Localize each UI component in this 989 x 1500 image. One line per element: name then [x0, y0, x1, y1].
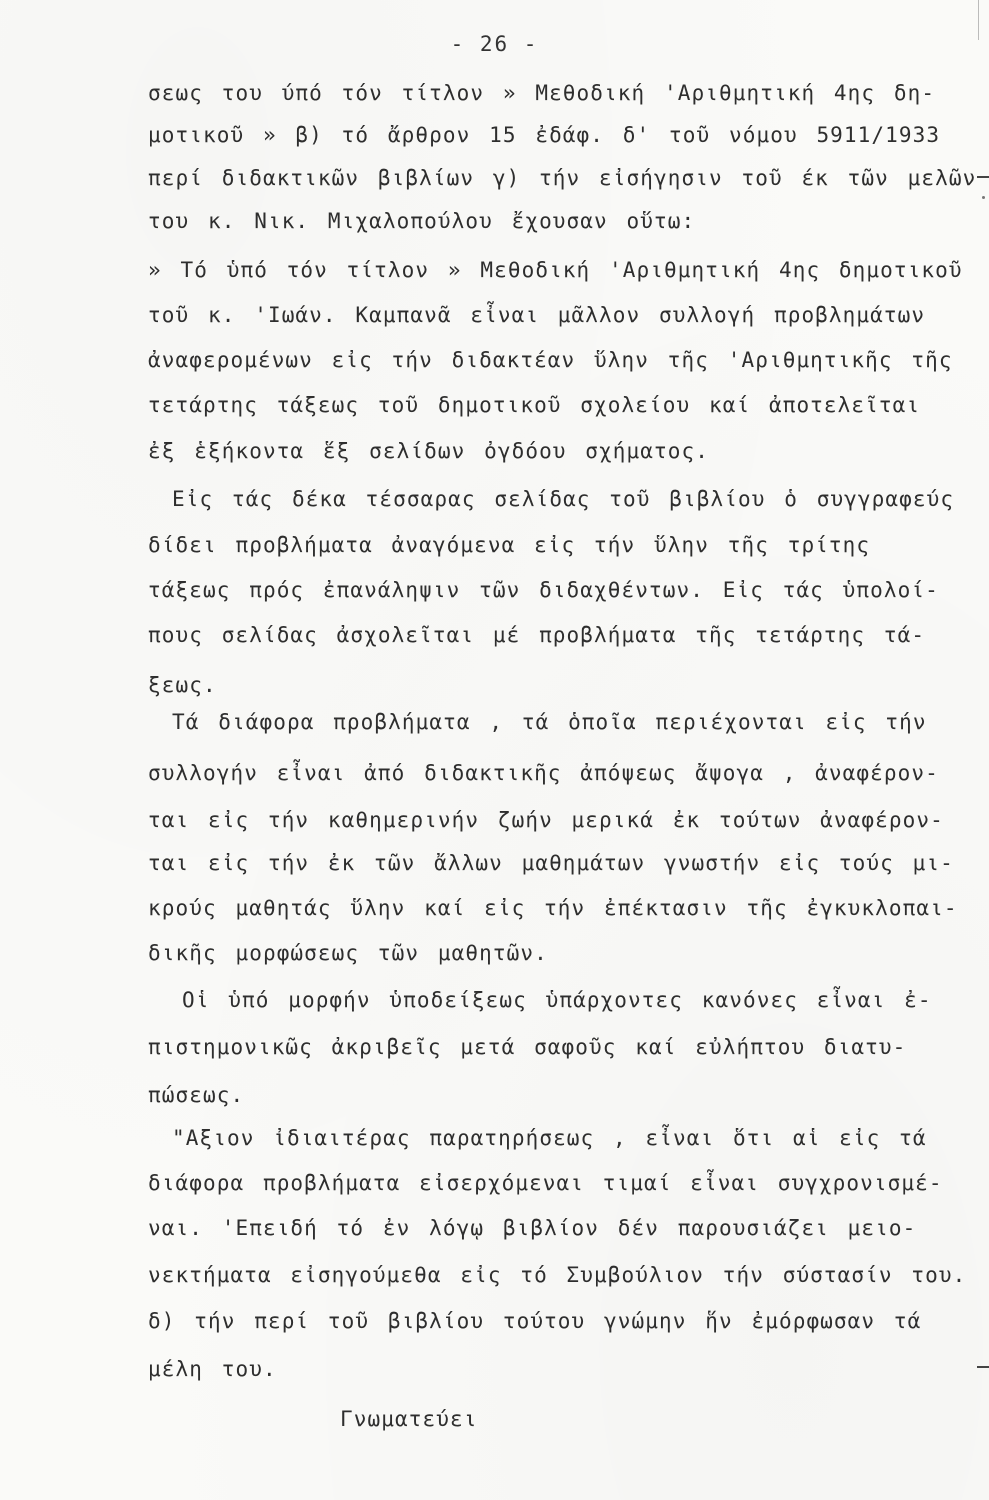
text-line: κρούς μαθητάς ὕλην καί εἰς τήν ἐπέκτασιν τῆς ἐγκυκλοπαι-: [148, 896, 958, 920]
text-line: δίδει προβλήματα ἀναγόμενα εἰς τήν ὕλην τῆς τρίτης: [148, 533, 871, 557]
text-line: συλλογήν εἶναι ἀπό διδακτικῆς ἀπόψεως ἄψογα , ἀναφέρον-: [148, 761, 939, 785]
text-line: τοῦ κ. 'Ιωάν. Καμπανᾶ εἶναι μᾶλλον συλλογή προβλημάτων: [148, 303, 926, 327]
text-line: Εἰς τάς δέκα τέσσαρας σελίδας τοῦ βιβλίου ὁ συγγραφεύς: [172, 487, 955, 511]
text-line: σεως του ύπό τόν τίτλον » Μεθοδική 'Αριθμητική 4ης δη-: [148, 81, 936, 105]
text-line: » Τό ὑπό τόν τίτλον » Μεθοδική 'Αριθμητική 4ης δημοτικοῦ: [148, 258, 963, 282]
text-line: διάφορα προβλήματα εἰσερχόμεναι τιμαί εἶναι συγχρονισμέ-: [148, 1171, 943, 1195]
text-line: του κ. Νικ. Μιχαλοπούλου ἔχουσαν οὕτω:: [148, 209, 696, 233]
text-line: πιστημονικῶς ἀκριβεῖς μετά σαφοῦς καί εὐλήπτου διατυ-: [148, 1035, 907, 1059]
text-line: ναι. 'Επειδή τό ἐν λόγῳ βιβλίον δέν παρουσιάζει μειο-: [148, 1216, 917, 1240]
text-line: μοτικοῦ » β) τό ἄρθρον 15 ἐδάφ. δ' τοῦ νόμου 5911/1933: [148, 123, 941, 147]
text-line: μέλη του.: [148, 1357, 277, 1381]
text-line: πώσεως.: [148, 1083, 245, 1107]
text-line: "Αξιον ἰδιαιτέρας παρατηρήσεως , εἶναι ὅτι αἱ εἰς τά: [172, 1126, 927, 1150]
text-line: περί διδακτικῶν βιβλίων γ) τήν εἰσήγησιν τοῦ έκ τῶν μελῶν: [148, 166, 977, 190]
text-line: ξεως.: [148, 673, 217, 697]
text-line: τάξεως πρός ἐπανάληψιν τῶν διδαχθέντων. Εἰς τάς ὑπολοί-: [148, 578, 939, 602]
margin-mark: [977, 176, 989, 178]
text-line: τετάρτης τάξεως τοῦ δημοτικοῦ σχολείου καί ἀποτελεῖται: [148, 393, 921, 417]
text-line: ται εἰς τήν ἐκ τῶν ἄλλων μαθημάτων γνωστήν εἰς τούς μι-: [148, 851, 954, 875]
page-number: - 26 -: [450, 32, 539, 56]
text-line: ἀναφερομένων εἰς τήν διδακτέαν ὕλην τῆς 'Αριθμητικῆς τῆς: [148, 348, 953, 372]
margin-mark: [977, 1366, 989, 1368]
text-line: πους σελίδας ἀσχολεῖται μέ προβλήματα τῆς τετάρτης τά-: [148, 623, 926, 647]
text-line: δικῆς μορφώσεως τῶν μαθητῶν.: [148, 941, 548, 965]
signature-line: Γνωματεύει: [340, 1407, 478, 1431]
text-line: νεκτήματα εἰσηγούμεθα εἰς τό Συμβούλιον τήν σύστασίν του.: [148, 1263, 967, 1287]
text-line: ται εἰς τήν καθημερινήν ζωήν μερικά ἐκ τούτων ἀναφέρον-: [148, 808, 944, 832]
text-line: Τά διάφορα προβλήματα , τά ὁποῖα περιέχονται εἰς τήν: [172, 710, 927, 734]
text-line: ἐξ ἑξήκοντα ἕξ σελίδων ὀγδόου σχήματος.: [148, 439, 709, 463]
text-line: δ) τήν περί τοῦ βιβλίου τούτου γνώμην ἥν ἐμόρφωσαν τά: [148, 1309, 922, 1333]
ink-speck: [982, 196, 985, 199]
text-line: Οἱ ὑπό μορφήν ὑποδείξεως ὑπάρχοντες κανόνες εἶναι ἐ-: [182, 988, 932, 1012]
